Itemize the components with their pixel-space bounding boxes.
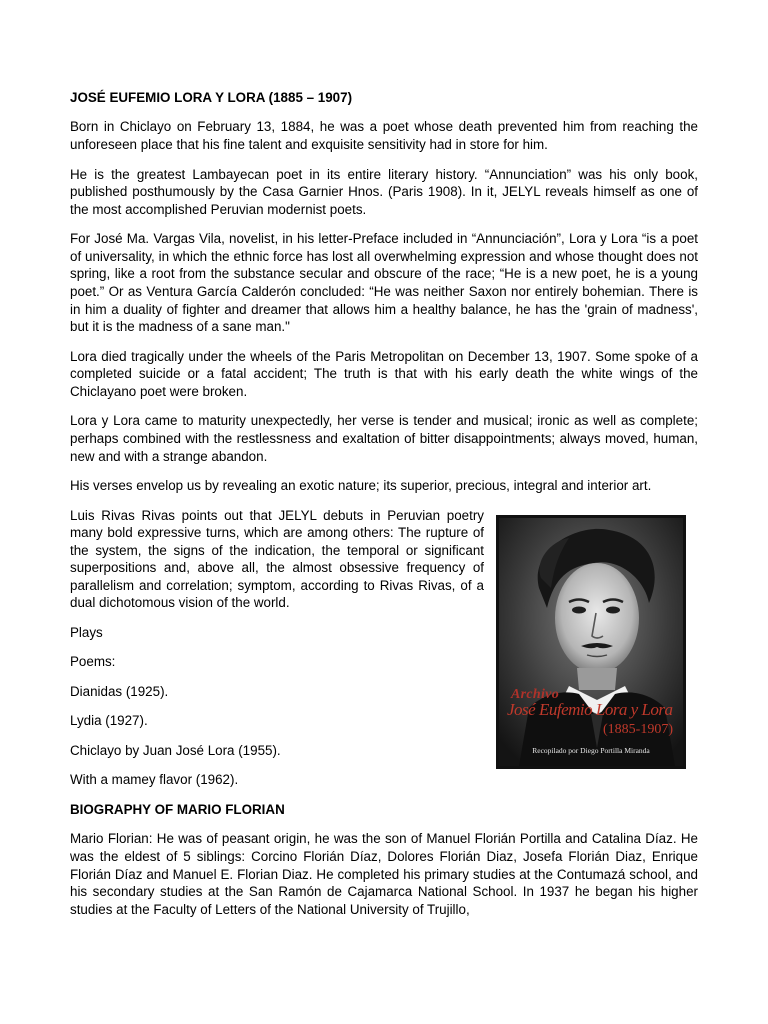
paragraph-vargas-vila: For José Ma. Vargas Vila, novelist, in his letter-Preface included in “Annunciación”, Lora y Lora “is a poet of universality, in which the ethnic force has lost all overwhelming expression and whose thought does not spring, like a root from the substance secular and obscure of the race; “He is a new poet, he is a young poet.” Or as Ventura García Calderón concluded: “He was neither Saxon nor entirely bohemian. There is in him a duality of fighter and dreamer that allows him a healthy balance, he has the 'grain of madness', but it is the madness of a sane man." bbox=[70, 231, 698, 335]
paragraph-verses: His verses envelop us by revealing an exotic nature; its superior, precious, integral and interior art. bbox=[70, 478, 652, 494]
paragraph-greatest-poet: He is the greatest Lambayecan poet in its entire literary history. “Annunciation” was his only book, published posthumously by the Casa Garnier Hnos. (Paris 1908). In it, JELYL reveals himself as one of the most accomplished Peruvian modernist poets. bbox=[70, 166, 698, 217]
label-poems: Poems: bbox=[70, 654, 116, 670]
work-item: With a mamey flavor (1962). bbox=[70, 772, 239, 788]
book-cover-image bbox=[496, 515, 686, 769]
work-item: Chiclayo by Juan José Lora (1955). bbox=[70, 742, 281, 758]
paragraph-florian-bio: Mario Florian: He was of peasant origin, he was the son of Manuel Florián Portilla and Catalina Díaz. He was the eldest of 5 siblings: Corcino Florián Díaz, Dolores Florián Diaz, Josefa Florián Diaz, Enrique Florián Díaz and Manuel E. Florian Diaz. He completed his primary studies at the Contumazá school, and his secondary studies at the San Ramón de Cajamarca National School. In 1937 he began his higher studies at the Faculty of Letters of the National University of Trujillo, bbox=[70, 831, 698, 917]
work-item: Lydia (1927). bbox=[70, 713, 148, 729]
label-plays: Plays bbox=[70, 624, 103, 640]
paragraph-maturity: Lora y Lora came to maturity unexpectedly, her verse is tender and musical; ironic as well as complete; perhaps combined with the restlessness and exaltation of bitter disappointments; always moved, human, new and with a strange abandon. bbox=[70, 413, 698, 464]
section-heading-florian: BIOGRAPHY OF MARIO FLORIAN bbox=[70, 801, 285, 817]
cover-credit: Recopilado por Diego Portilla Miranda bbox=[532, 745, 650, 755]
wrap-region bbox=[70, 507, 698, 819]
cover-archivo-label: Archivo bbox=[511, 686, 559, 702]
section-heading-lora: JOSÉ EUFEMIO LORA Y LORA (1885 – 1907) bbox=[70, 90, 353, 105]
paragraph-birth: Born in Chiclayo on February 13, 1884, he was a poet whose death prevented him from reaching the unforeseen place that his fine talent and exquisite sensitivity had in store for him. bbox=[70, 119, 698, 153]
cover-years: (1885-1907) bbox=[603, 721, 673, 737]
work-item: Dianidas (1925). bbox=[70, 683, 169, 699]
document-page bbox=[70, 84, 698, 930]
paragraph-rivas-rivas: Luis Rivas Rivas points out that JELYL debuts in Peruvian poetry many bold expressive turns, which are among others: The rupture of the system, the signs of the indication, the temporal or significant superpositions and, above all, the almost obsessive frequency of parallelism and correlation; symptom, according to Rivas Rivas, of a dual dichotomous vision of the world. bbox=[70, 507, 484, 611]
cover-title: José Eufemio Lora y Lora bbox=[507, 699, 673, 719]
paragraph-death: Lora died tragically under the wheels of the Paris Metropolitan on December 13, 1907. Some spoke of a completed suicide or a fatal accident; The truth is that with his early death the white wings of the Chiclayano poet were broken. bbox=[70, 348, 698, 399]
